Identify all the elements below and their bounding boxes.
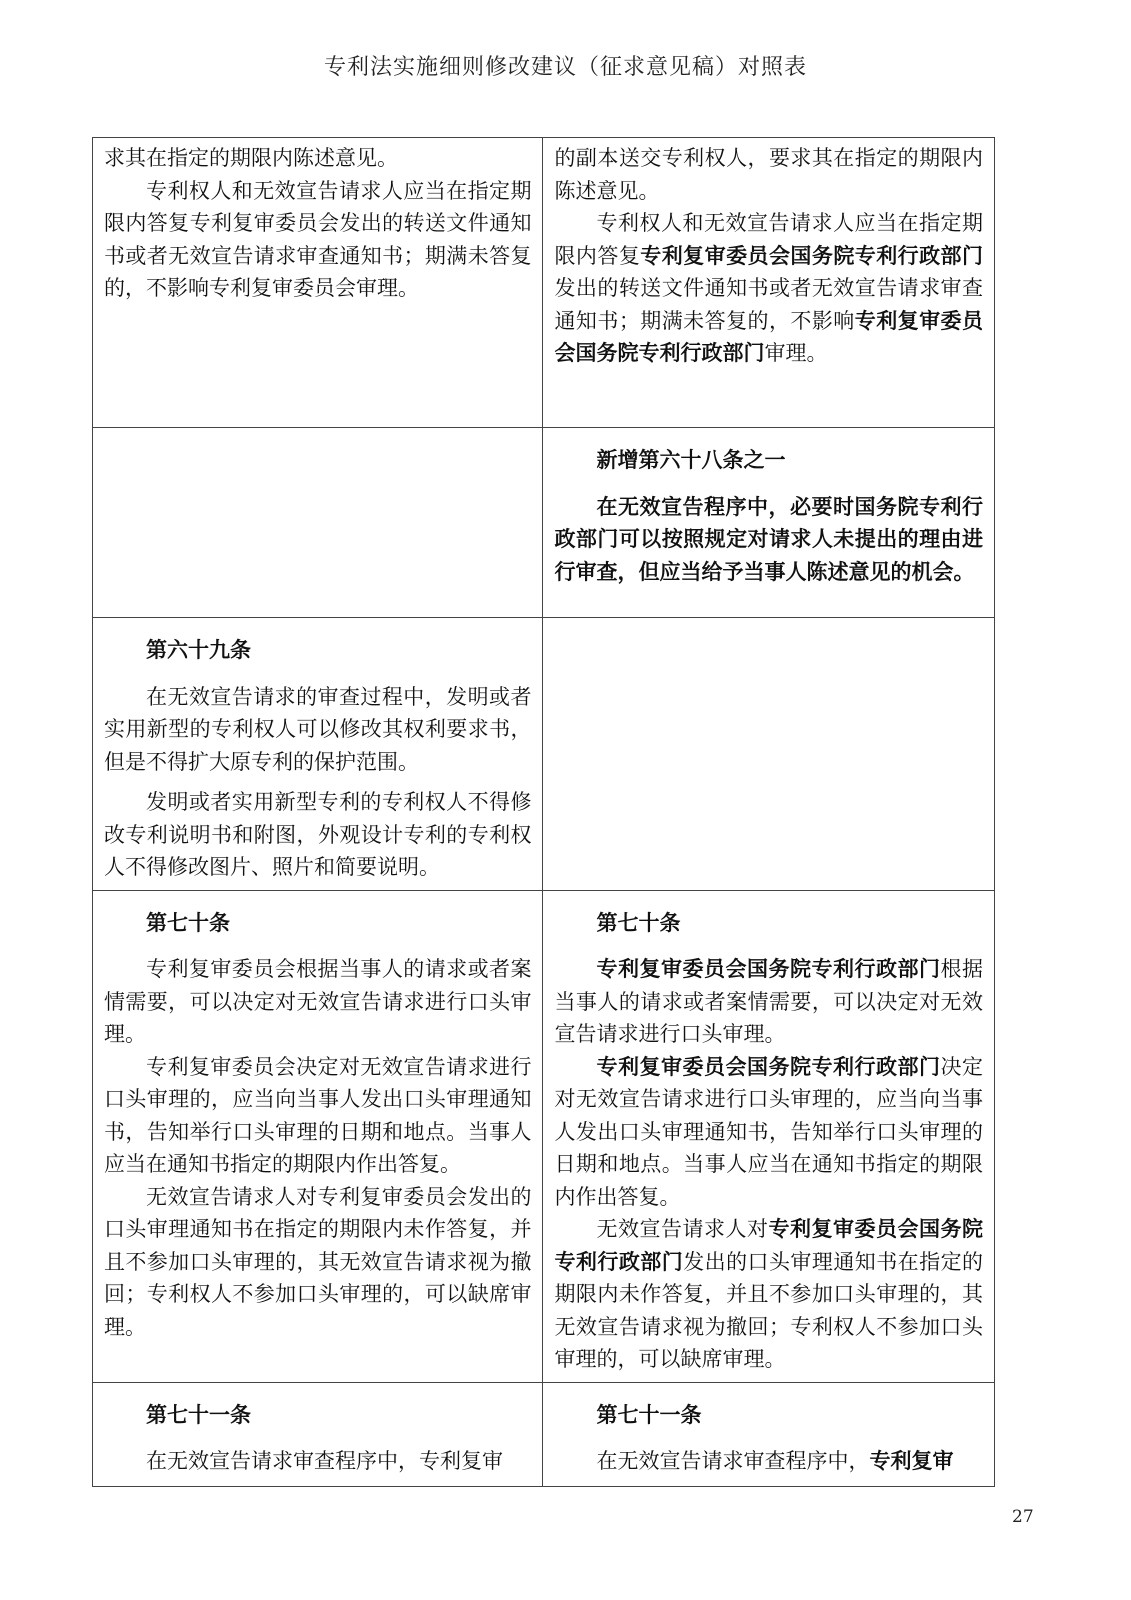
bold-text: 专利复审委员会国务院专利行政部门 bbox=[596, 957, 941, 981]
article-heading: 第六十九条 bbox=[146, 638, 251, 662]
paragraph bbox=[554, 207, 983, 370]
paragraph: 专利复审委员会根据当事人的请求或者案情需要，可以决定对无效宣告请求进行口头审理。 bbox=[104, 957, 532, 1046]
paragraph: 专利复审委员会决定对无效宣告请求进行口头审理的，应当向当事人发出口头审理通知书，告知举行口头审理的日期和地点。当事人应当在通知书指定的期限内作出答复。 bbox=[104, 1054, 532, 1176]
paragraph bbox=[554, 1213, 983, 1376]
table-row bbox=[93, 618, 995, 891]
bold-text: 专利复审委员会国务院专利行政部门 bbox=[554, 1217, 984, 1274]
table-row bbox=[93, 1382, 995, 1486]
paragraph: 求其在指定的期限内陈述意见。 bbox=[104, 146, 398, 170]
paragraph: 在无效宣告程序中，必要时国务院专利行政部门可以按照规定对请求人未提出的理由进行审查，但应当给予当事人陈述意见的机会。 bbox=[554, 494, 983, 584]
article-heading: 第七十一条 bbox=[146, 1402, 251, 1427]
table-row bbox=[93, 138, 995, 428]
right-cell bbox=[543, 138, 995, 428]
text-span: 无效宣告请求人对 bbox=[596, 1217, 769, 1241]
left-cell bbox=[93, 890, 543, 1382]
text-span: 专利权人和无效宣告请求人应当在指定期限内答复 bbox=[554, 211, 983, 268]
text-span: 发出的口头审理通知书在指定的期限内未作答复，并且不参加口头审理的，其无效宣告请求视为撤回；专利权人不参加口头审理的，可以缺席审理。 bbox=[554, 1249, 984, 1371]
page-header-title: 专利法实施细则修改建议（征求意见稿）对照表 bbox=[323, 55, 807, 80]
paragraph: 在无效宣告请求审查程序中，专利复审 bbox=[146, 1449, 503, 1473]
page-number: 27 bbox=[1012, 1507, 1034, 1527]
right-cell bbox=[543, 1382, 995, 1486]
text-span: 根据当事人的请求或者案情需要，可以决定对无效宣告请求进行口头审理。 bbox=[554, 957, 984, 1046]
bold-text: 专利复审委员会国务院专利行政部门 bbox=[554, 308, 984, 365]
text-span: 决定对无效宣告请求进行口头审理的，应当向当事人发出口头审理通知书，告知举行口头审理的日期和地点。当事人应当在通知书指定的期限内作出答复。 bbox=[554, 1054, 984, 1209]
article-heading: 第七十条 bbox=[596, 910, 681, 935]
table-row bbox=[93, 428, 995, 618]
article-heading: 第七十条 bbox=[146, 910, 230, 935]
paragraph bbox=[554, 953, 983, 1051]
right-cell bbox=[543, 618, 995, 891]
text-span: 审理。 bbox=[764, 341, 828, 365]
text-span: 发出的转送文件通知书或者无效宣告请求审查通知书；期满未答复的，不影响 bbox=[554, 276, 983, 333]
comparison-table bbox=[92, 137, 995, 1487]
left-cell bbox=[93, 618, 543, 891]
paragraph: 发明或者实用新型专利的专利权人不得修改专利说明书和附图，外观设计专利的专利权人不得修改图片、照片和简要说明。 bbox=[104, 790, 532, 879]
bold-text: 专利复审委员会国务院专利行政部门 bbox=[596, 1054, 941, 1079]
paragraph: 专利权人和无效宣告请求人应当在指定期限内答复专利复审委员会发出的转送文件通知书或者无效宣告请求审查通知书；期满未答复的，不影响专利复审委员会审理。 bbox=[104, 178, 532, 300]
article-heading: 第七十一条 bbox=[596, 1402, 702, 1427]
right-cell bbox=[543, 428, 995, 618]
bold-text: 专利复审委员会国务院专利行政部门 bbox=[640, 243, 984, 268]
article-heading: 新增第六十八条之一 bbox=[596, 448, 786, 472]
text-span: 在无效宣告请求审查程序中， bbox=[596, 1449, 870, 1473]
left-cell bbox=[93, 428, 543, 618]
paragraph: 无效宣告请求人对专利复审委员会发出的口头审理通知书在指定的期限内未作答复，并且不参加口头审理的，其无效宣告请求视为撤回；专利权人不参加口头审理的，可以缺席审理。 bbox=[104, 1184, 532, 1339]
table-row bbox=[93, 890, 995, 1382]
right-cell bbox=[543, 890, 995, 1382]
bold-text: 专利复审 bbox=[869, 1449, 954, 1473]
left-cell bbox=[93, 1382, 543, 1486]
paragraph: 的副本送交专利权人，要求其在指定的期限内陈述意见。 bbox=[554, 146, 983, 203]
left-cell bbox=[93, 138, 543, 428]
paragraph bbox=[554, 1445, 983, 1478]
paragraph bbox=[554, 1051, 983, 1214]
paragraph: 在无效宣告请求的审查过程中，发明或者实用新型的专利权人可以修改其权利要求书，但是不得扩大原专利的保护范围。 bbox=[104, 684, 532, 774]
